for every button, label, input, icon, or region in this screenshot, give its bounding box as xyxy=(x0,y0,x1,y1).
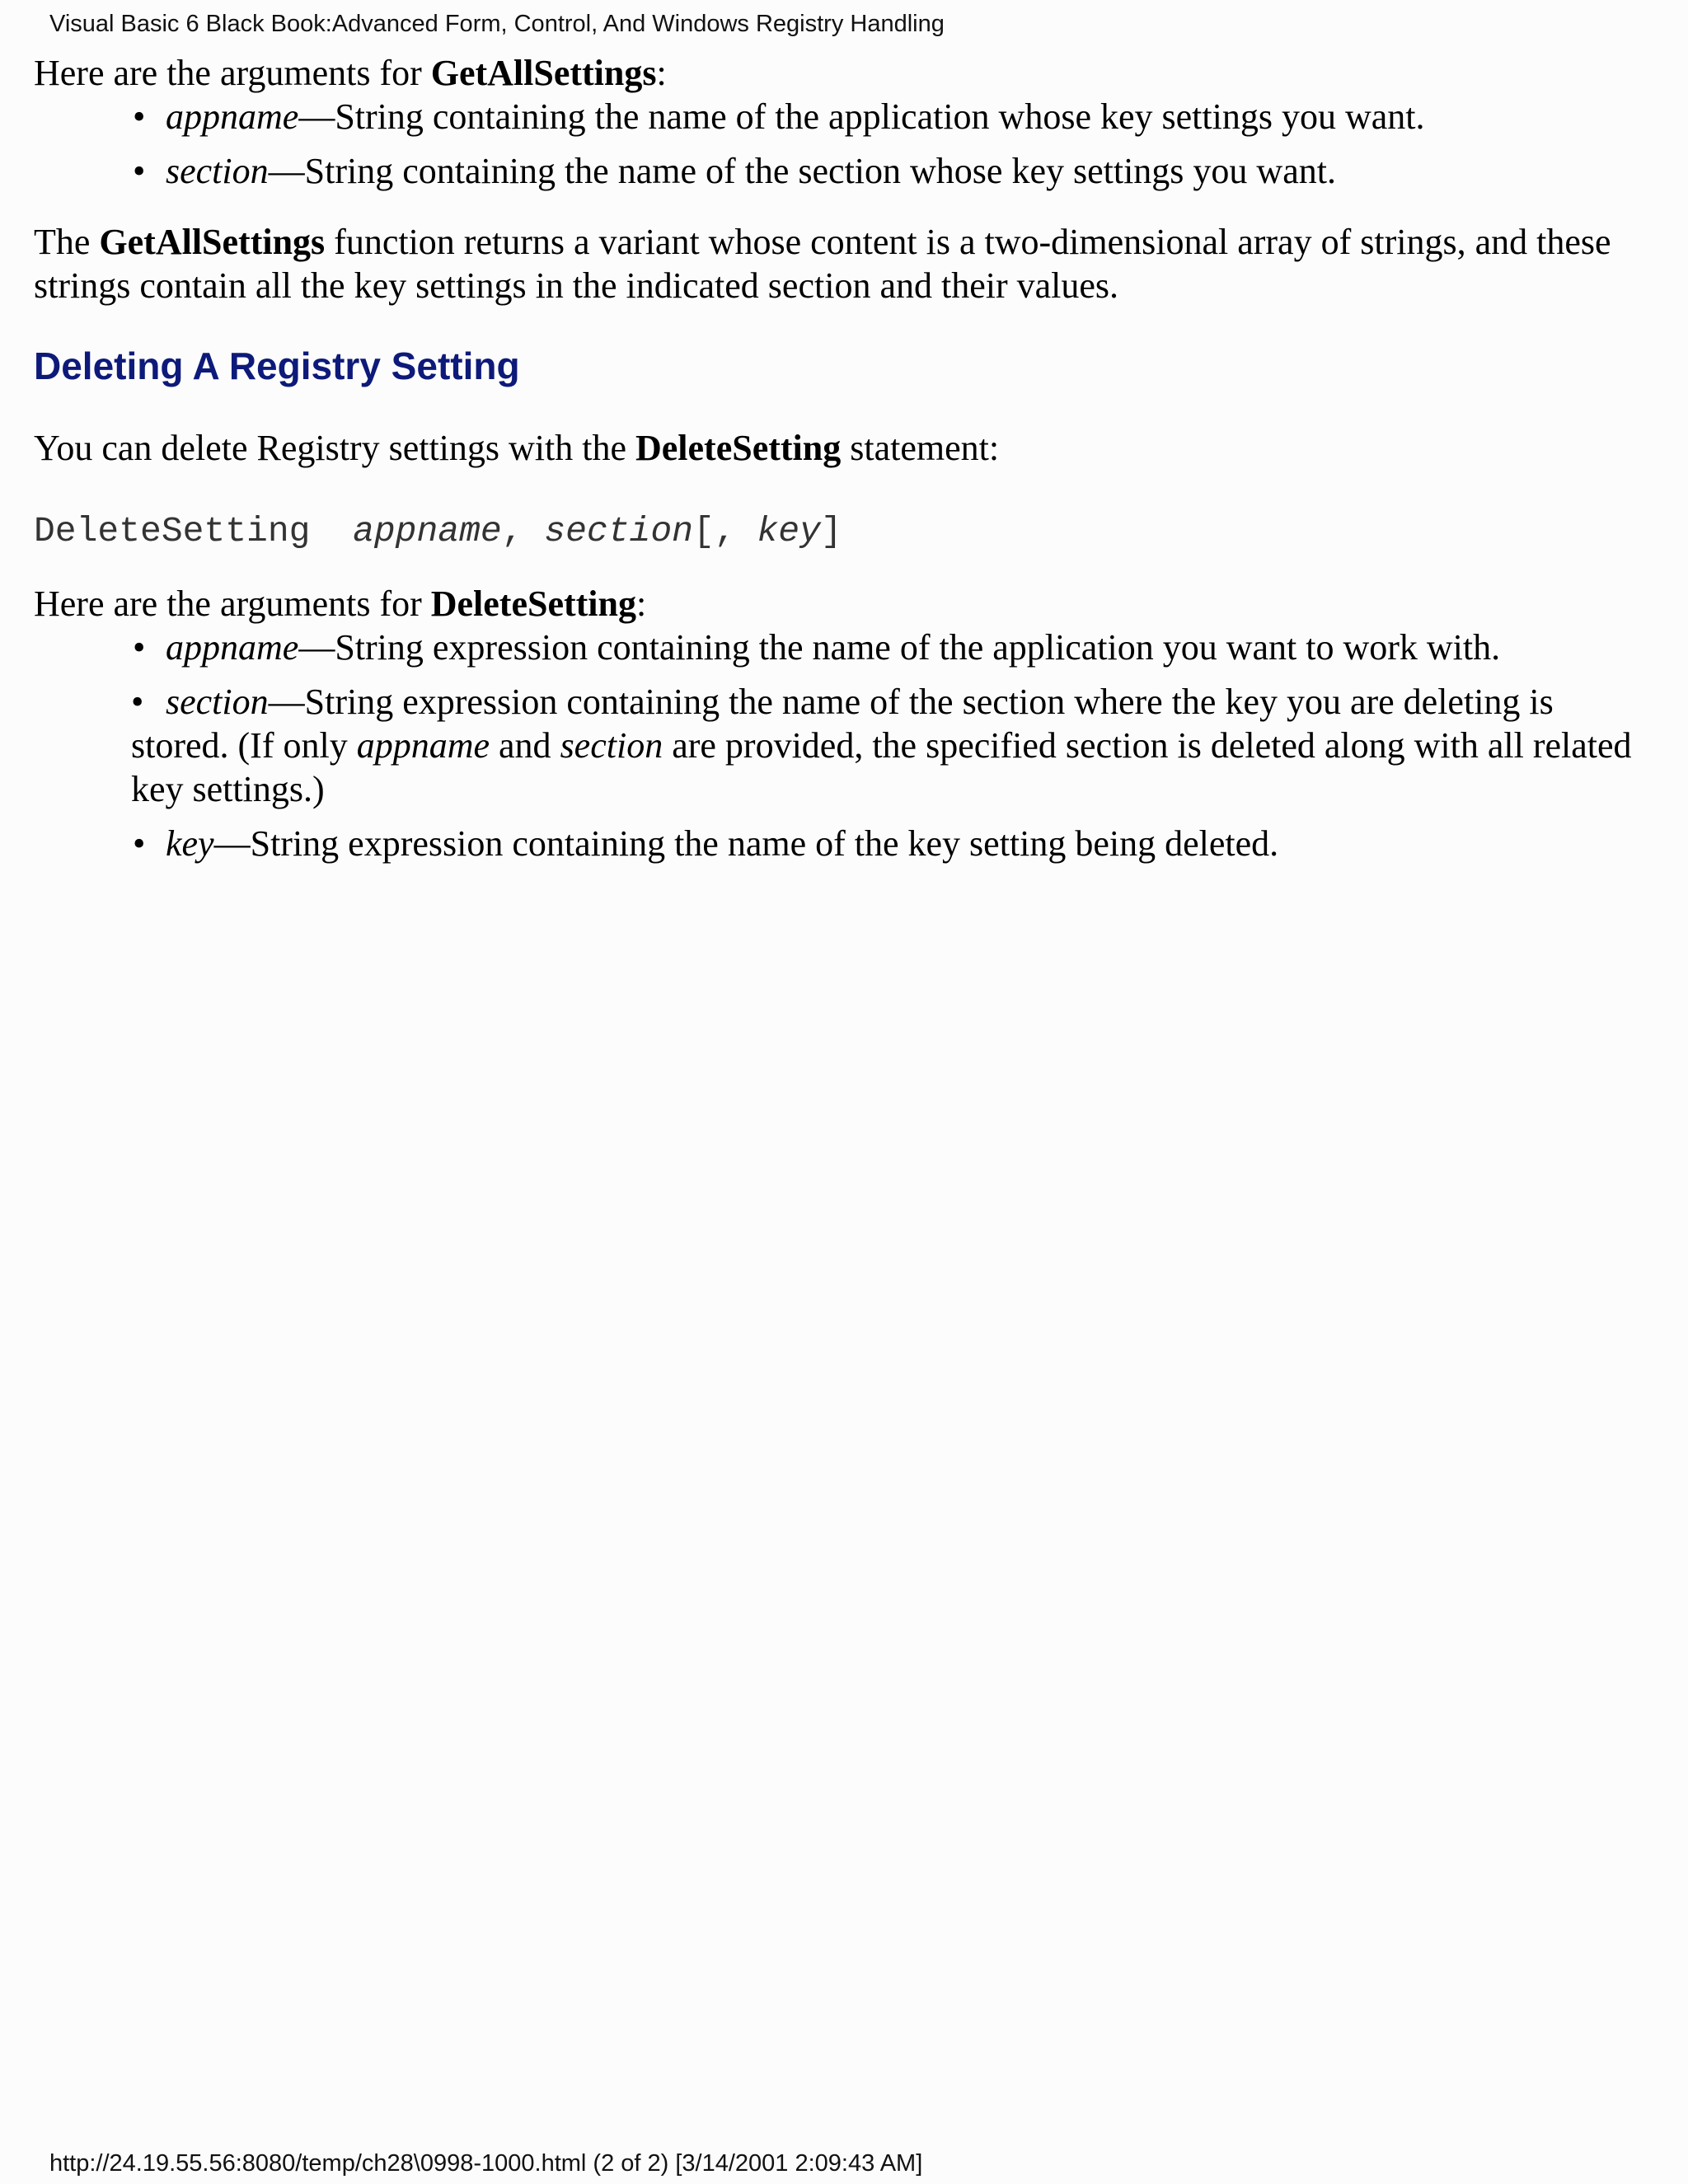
page-footer-url: http://24.19.55.56:8080/temp/ch28\0998-1000.html (2 of 2) [3/14/2001 2:09:43 AM] xyxy=(49,2150,923,2177)
bullet: • xyxy=(133,151,146,191)
arg-description: are provided, the specified section is deleted along with all related key settings.) xyxy=(131,725,1632,809)
deletesetting-args-intro xyxy=(34,582,1649,626)
list-item xyxy=(131,822,1649,865)
para-text: The xyxy=(34,222,100,262)
list-item xyxy=(131,149,1649,193)
keyword-deletesetting: DeleteSetting xyxy=(430,583,636,624)
keyword-getallsettings: GetAllSettings xyxy=(99,222,326,262)
list-item xyxy=(131,626,1649,669)
para-text: You can delete Registry settings with the xyxy=(34,428,635,468)
arg-description: and xyxy=(490,725,560,766)
document-body xyxy=(34,51,1649,865)
arg-name-appname: appname xyxy=(166,627,299,668)
inline-arg-appname: appname xyxy=(356,725,490,766)
intro-colon: : xyxy=(636,583,647,624)
arg-name-appname: appname xyxy=(166,96,299,137)
arg-description: —String containing the name of the application whose key settings you want. xyxy=(298,96,1425,137)
bullet: • xyxy=(133,96,146,137)
keyword-deletesetting: DeleteSetting xyxy=(635,428,842,468)
bullet: • xyxy=(133,823,146,864)
para-text: function returns a variant whose content is a two-dimensional array of strings, and these strings contain all the key settings in the indicated section and their values. xyxy=(34,222,1611,306)
inline-arg-section: section xyxy=(560,725,663,766)
bullet: • xyxy=(133,627,146,668)
getallsettings-description xyxy=(34,220,1649,307)
deletesetting-description xyxy=(34,426,1649,470)
code-close-bracket: ] xyxy=(820,511,842,551)
arg-description: —String expression containing the name of the section where the key you are deleting is stored. (If only xyxy=(131,682,1554,766)
getallsettings-args-intro xyxy=(34,51,1649,95)
code-syntax-block xyxy=(34,509,1649,554)
arg-description: —String containing the name of the section whose key settings you want. xyxy=(268,151,1336,191)
deletesetting-args-list xyxy=(34,626,1649,865)
code-separator: [, xyxy=(692,511,757,551)
code-statement: DeleteSetting xyxy=(34,511,354,551)
section-heading: Deleting A Registry Setting xyxy=(34,344,520,387)
intro-text: Here are the arguments for xyxy=(34,53,431,93)
arg-name-section: section xyxy=(166,682,269,722)
getallsettings-args-list xyxy=(34,95,1649,193)
intro-colon: : xyxy=(656,53,667,93)
page-header-title: Visual Basic 6 Black Book:Advanced Form, Control, And Windows Registry Handling xyxy=(49,11,945,37)
list-item xyxy=(131,680,1649,811)
code-arg-section: section xyxy=(544,511,693,551)
intro-text: Here are the arguments for xyxy=(34,583,431,624)
arg-name-section: section xyxy=(166,151,269,191)
para-text: statement: xyxy=(841,428,1000,468)
bullet: • xyxy=(131,682,144,722)
code-arg-appname: appname xyxy=(353,511,502,551)
code-separator: , xyxy=(501,511,545,551)
keyword-getallsettings: GetAllSettings xyxy=(430,53,657,93)
list-item xyxy=(131,95,1649,138)
arg-name-key: key xyxy=(166,823,214,864)
arg-description: —String expression containing the name of the key setting being deleted. xyxy=(213,823,1279,864)
code-arg-key: key xyxy=(757,511,821,551)
arg-description: —String expression containing the name of the application you want to work with. xyxy=(298,627,1501,668)
